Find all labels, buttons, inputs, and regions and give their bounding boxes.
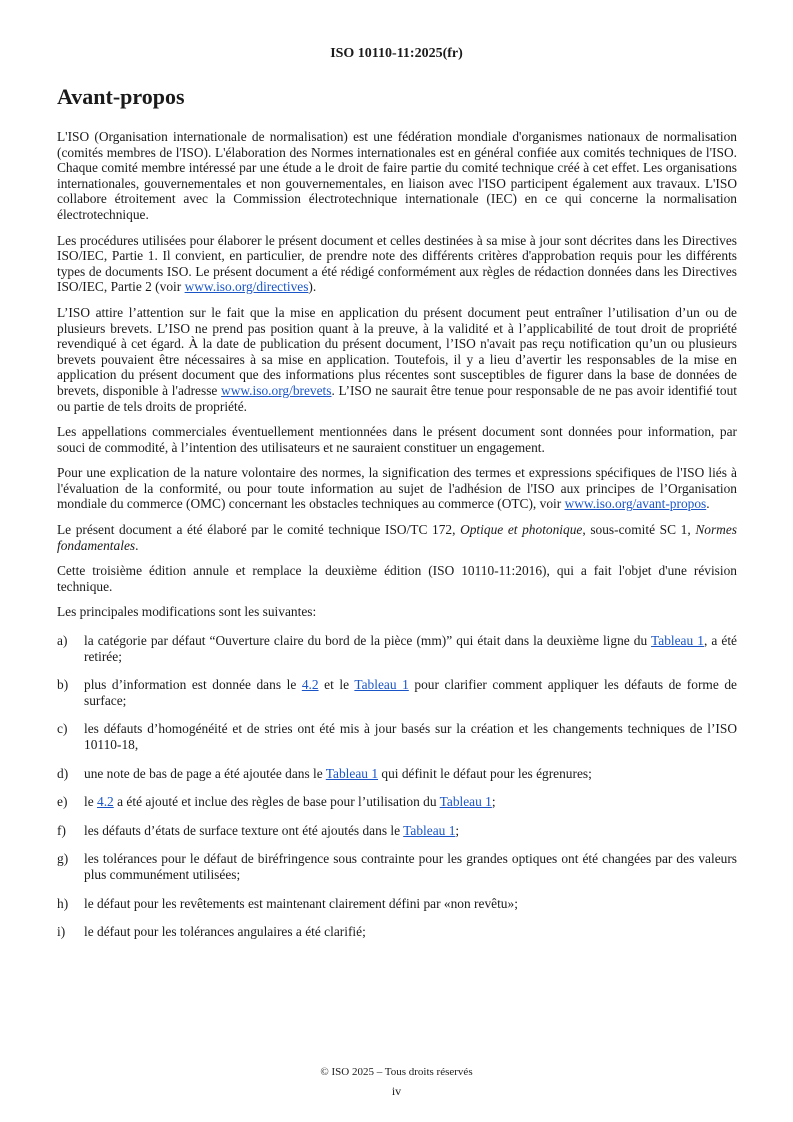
- list-label: i): [57, 924, 66, 940]
- list-text: les tolérances pour le défaut de biréfringence sous contrainte pour les grandes optiques ont été changées par des valeurs plus communément utilisées;: [84, 851, 737, 882]
- list-item: [57, 823, 737, 839]
- document-body: [57, 129, 737, 953]
- list-item: [57, 924, 737, 940]
- text: .: [135, 537, 139, 553]
- list-label: d): [57, 765, 69, 781]
- text: plus d’information est donnée dans le: [84, 677, 302, 693]
- paragraph: Les principales modifications sont les suivantes:: [57, 604, 317, 620]
- text: ;: [491, 794, 496, 810]
- list-label: h): [57, 895, 69, 911]
- list-item: [57, 851, 737, 882]
- clause-4-2-link[interactable]: 4.2: [97, 794, 114, 810]
- clause-4-2-link[interactable]: 4.2: [301, 677, 319, 693]
- text: . L’ISO ne saurait être tenue pour responsable de ne pas avoir identifié tout ou partie de tels droits de propriété.: [57, 382, 737, 414]
- list-label: g): [57, 851, 69, 867]
- list-text: le défaut pour les tolérances angulaires a été clarifié;: [84, 924, 366, 940]
- text: .: [706, 496, 710, 512]
- text: une note de bas de page a été ajoutée dans le: [84, 765, 326, 781]
- directives-link[interactable]: www.iso.org/directives: [184, 279, 309, 295]
- text: a été ajouté et inclue des règles de base pour l’utilisation du: [113, 794, 440, 810]
- committee-name: Optique et photonique: [460, 522, 583, 538]
- document-header: ISO 10110-11:2025(fr): [330, 46, 463, 61]
- paragraph: L'ISO (Organisation internationale de normalisation) est une fédération mondiale d'organismes nationaux de normalisation (comités membres de l'ISO). L'élaboration des Normes internationales est en général confiée aux comités techniques de l'ISO. Chaque comité membre intéressé par une étude a le droit de faire partie du comité technique créé à cet effet. Les organisations internationales, gouvernementales et non gouvernementales, en liaison avec l'ISO participent également aux travaux. L'ISO collabore étroitement avec la Commission électrotechnique internationale (IEC) en ce qui concerne la normalisation électrotechnique.: [57, 129, 737, 222]
- paragraph: Les appellations commerciales éventuellement mentionnées dans le présent document sont données pour information, par souci de commodité, à l’intention des utilisateurs et ne sauraient constituer un engagement.: [57, 424, 737, 455]
- brevets-link[interactable]: www.iso.org/brevets: [221, 382, 332, 398]
- paragraph: Cette troisième édition annule et remplace la deuxième édition (ISO 10110-11:2016), qui a fait l'objet d'une révision technique.: [57, 563, 737, 594]
- text: qui définit le défaut pour les égrenures;: [378, 765, 592, 781]
- list-item: [57, 633, 737, 664]
- text: , a été retirée;: [84, 633, 737, 664]
- paragraph: [57, 465, 737, 512]
- list-item: [57, 794, 737, 810]
- tableau-1-link[interactable]: Tableau 1: [325, 765, 379, 781]
- list-text: [84, 677, 737, 708]
- text: Le présent document a été élaboré par le comité technique ISO/TC 172,: [57, 522, 461, 538]
- paragraph: [57, 522, 737, 553]
- list-text: [84, 794, 737, 810]
- list-label: b): [57, 677, 69, 693]
- list-label: a): [57, 633, 68, 649]
- text: la catégorie par défaut “Ouverture claire du bord de la pièce (mm)” qui était dans la deuxième ligne du: [84, 633, 652, 649]
- text: et le: [318, 677, 355, 693]
- list-label: c): [57, 721, 68, 737]
- avant-propos-link[interactable]: www.iso.org/avant-propos: [564, 496, 707, 512]
- list-item: [57, 766, 737, 782]
- paragraph: [57, 233, 737, 295]
- list-text: les défauts d’homogénéité et de stries ont été mis à jour basés sur la création et les changements techniques de l’ISO 10110-18,: [84, 721, 737, 752]
- text: les défauts d’états de surface texture ont été ajoutés dans le: [84, 822, 404, 838]
- text: ;: [455, 822, 460, 838]
- list-item: [57, 677, 737, 708]
- subcommittee-name: Normes fondamentales: [57, 522, 737, 553]
- text: ).: [308, 279, 317, 295]
- tableau-1-link[interactable]: Tableau 1: [354, 677, 409, 693]
- text: pour clarifier comment appliquer les défauts de forme de surface;: [84, 677, 737, 708]
- paragraph: [57, 305, 737, 414]
- tableau-1-link[interactable]: Tableau 1: [439, 794, 492, 810]
- page-title: Avant-propos: [57, 84, 185, 109]
- list-text: le défaut pour les revêtements est maintenant clairement défini par «non revêtu»;: [84, 895, 518, 911]
- text: Les procédures utilisées pour élaborer le présent document et celles destinées à sa mise à jour sont décrites dans les Directives ISO/IEC, Partie 1. Il convient, en particulier, de prendre note des différents critères d'approbation requis pour les différents types de documents ISO. Le présent document a été rédigé conformément aux règles de rédaction données dans les Directives ISO/IEC, Partie 2 (voir: [57, 232, 737, 295]
- text: L’ISO attire l’attention sur le fait que la mise en application du présent document peut entraîner l’utilisation d’un ou de plusieurs brevets. L’ISO ne prend pas position quant à la preuve, à la validité et à l’applicabilité de tout droit de propriété revendiqué à cet égard. À la date de publication du présent document, l’ISO n'avait pas reçu notification qu’un ou plusieurs brevets pouvaient être nécessaires à sa mise en application. Toutefois, il y a lieu d’avertir les responsables de la mise en application du présent document que des informations plus récentes sont susceptibles de figurer dans la base de données de brevets, disponible à l'adresse: [57, 304, 737, 398]
- tableau-1-link[interactable]: Tableau 1: [651, 633, 704, 649]
- list-item: [57, 896, 737, 912]
- list-label: e): [57, 794, 68, 810]
- copyright-footer: © ISO 2025 – Tous droits réservés: [320, 1066, 473, 1078]
- list-text: [84, 766, 737, 782]
- text: le: [84, 794, 98, 810]
- list-label: f): [57, 822, 66, 838]
- list-item: [57, 721, 737, 752]
- list-text: [84, 633, 737, 664]
- text: Pour une explication de la nature volontaire des normes, la signification des termes et expressions spécifiques de l'ISO liés à l'évaluation de la conformité, ou pour toute information au sujet de l'adhésion de l'ISO aux principes de l’Organisation mondiale du commerce (OMC) concernant les obstacles techniques au commerce (OTC), voir: [57, 465, 737, 512]
- page-number: iv: [391, 1084, 402, 1098]
- list-text: [84, 823, 737, 839]
- text: , sous-comité SC 1,: [582, 522, 696, 538]
- tableau-1-link[interactable]: Tableau 1: [403, 822, 456, 838]
